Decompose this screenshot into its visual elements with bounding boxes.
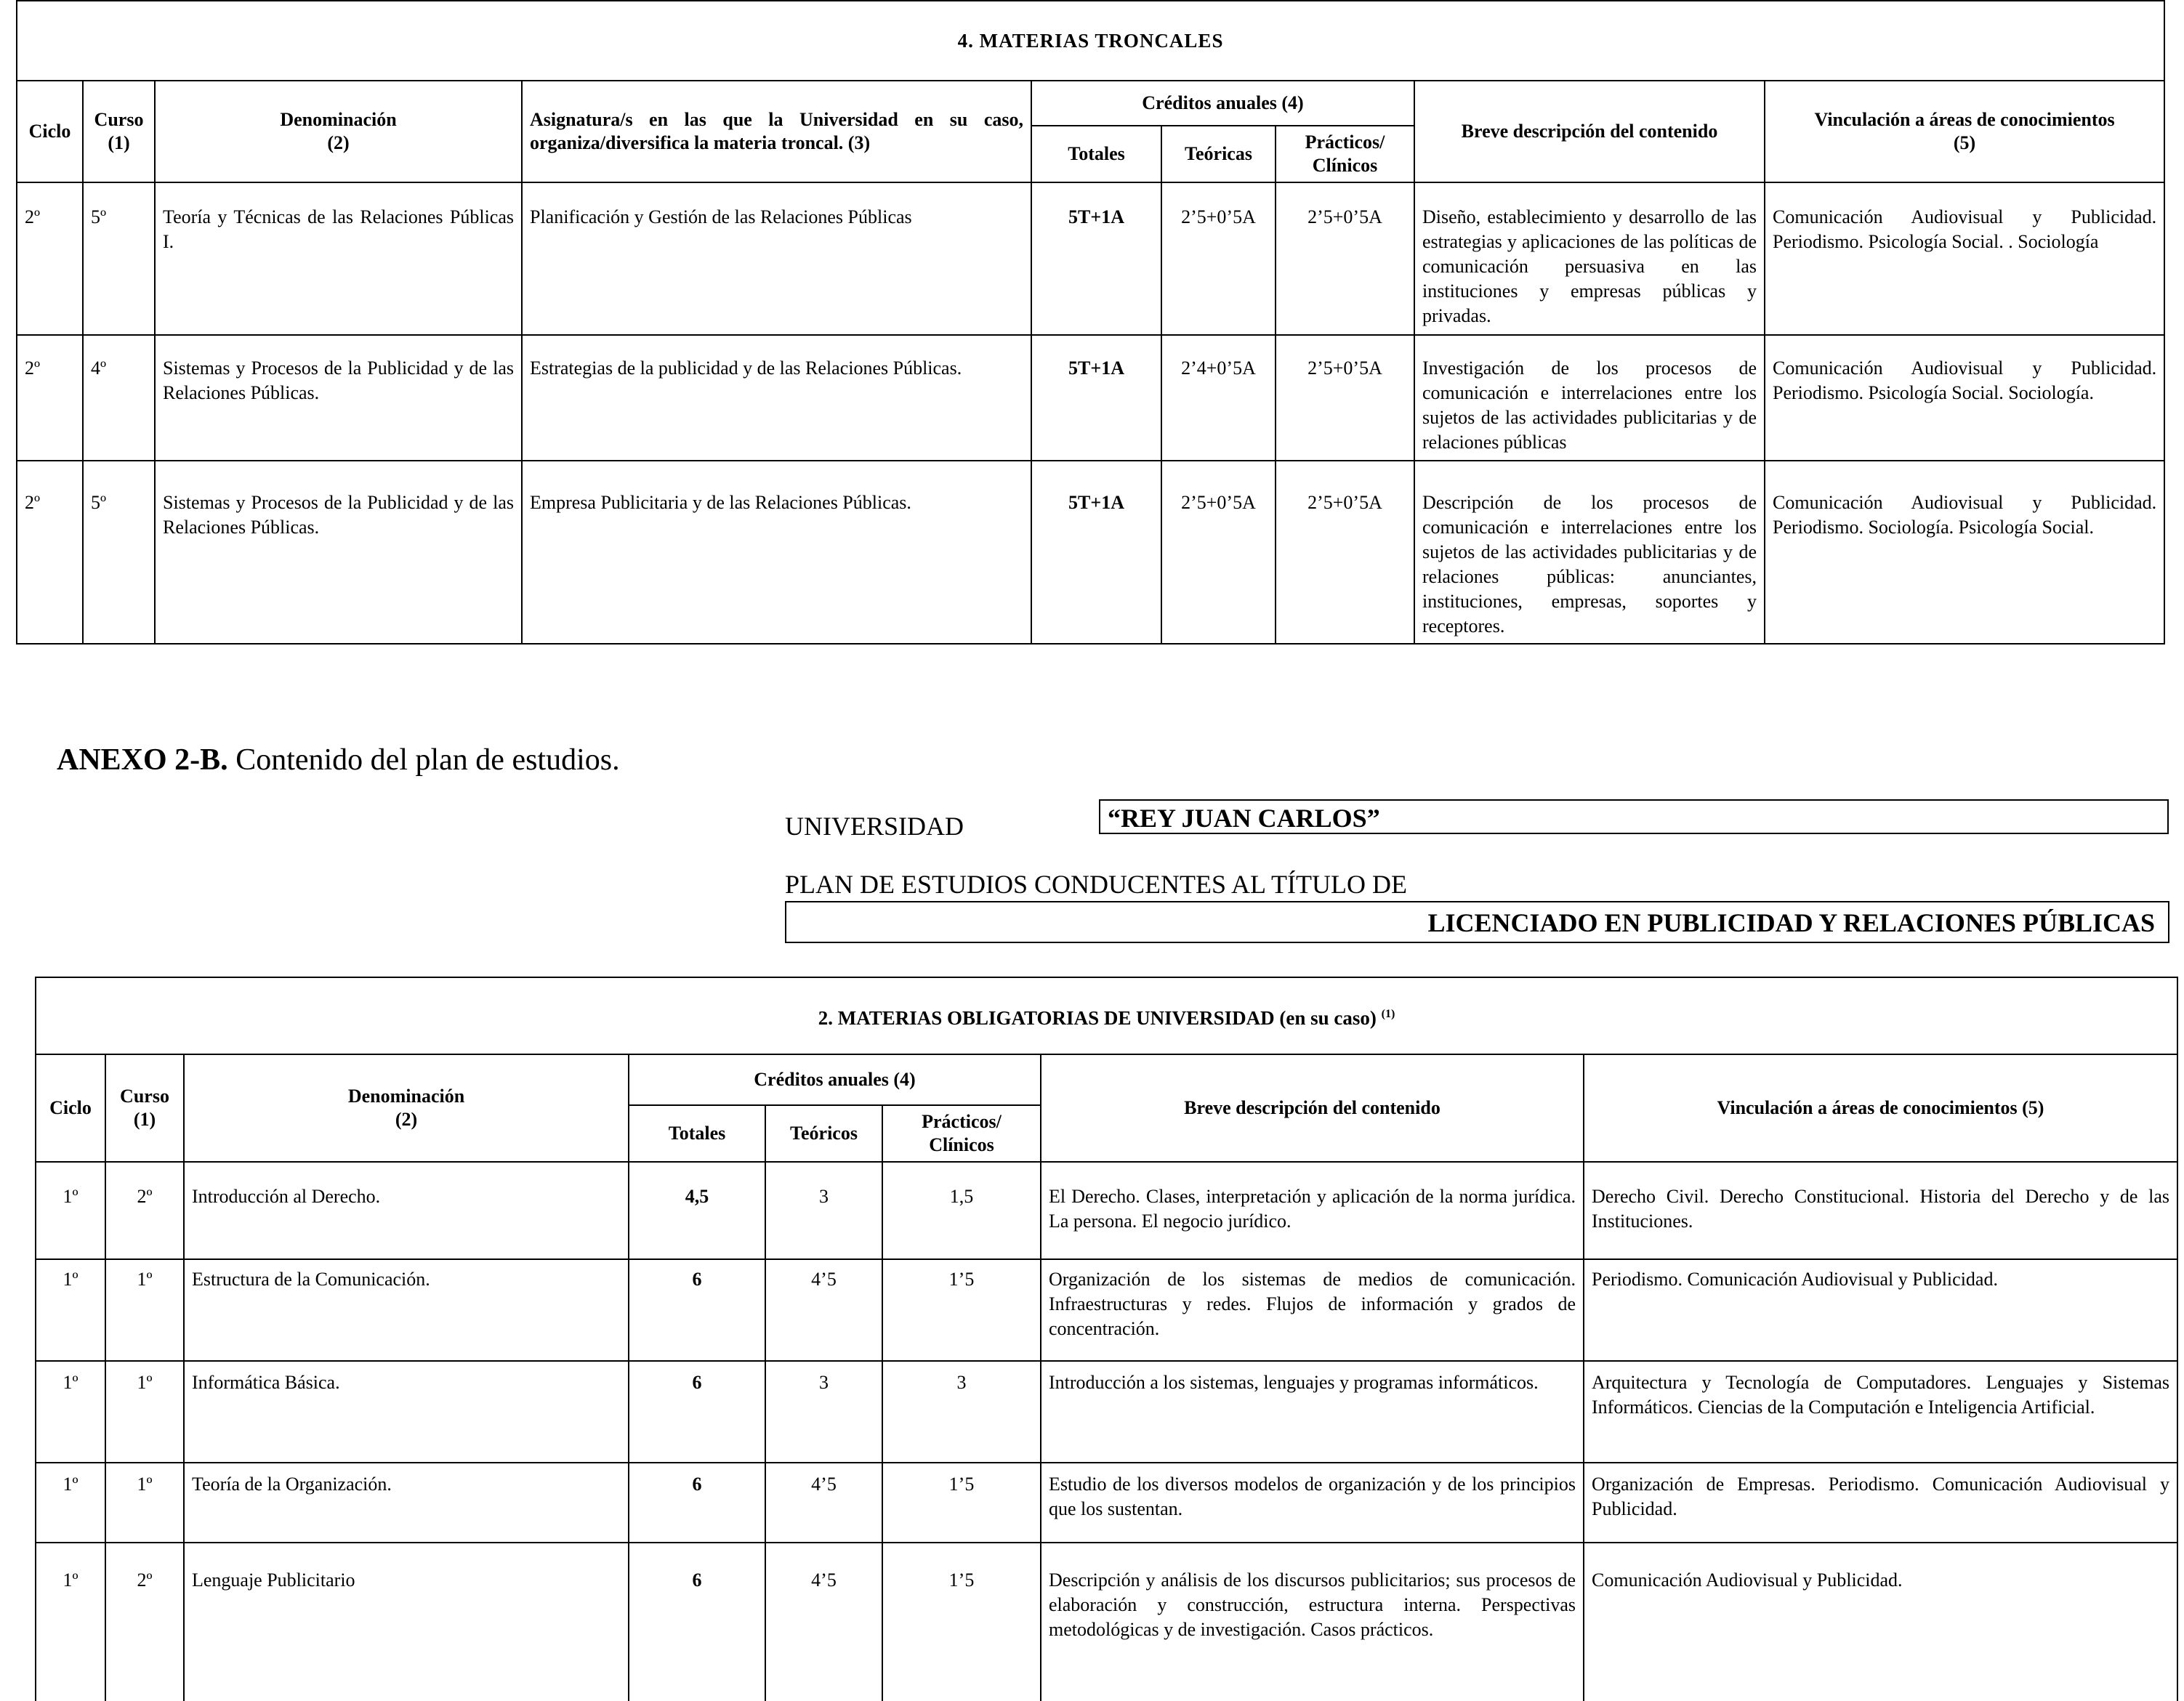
table-row — [36, 1259, 2177, 1361]
cell-practicos: 1’5 — [882, 1259, 1041, 1361]
cell-curso: 4º — [83, 335, 155, 461]
cell-curso: 5º — [83, 182, 155, 335]
cell-ciclo: 1º — [36, 1259, 105, 1361]
cell-descripcion: Organización de los sistemas de medios de comunicación. Infraestructuras y redes. Flujos de información y grados de concentración. — [1041, 1259, 1584, 1361]
cell-asignatura: Empresa Publicitaria y de las Relaciones Públicas. — [522, 461, 1031, 644]
table-row — [36, 1361, 2177, 1463]
table-row — [17, 182, 2164, 335]
cell-descripcion: Investigación de los procesos de comunicación e interrelaciones entre los sujetos de las actividades publicitarias y de relaciones públicas — [1414, 335, 1765, 461]
cell-ciclo: 1º — [36, 1361, 105, 1463]
table-row — [36, 1162, 2177, 1259]
cell-curso: 1º — [105, 1361, 184, 1463]
cell-teoricos: 4’5 — [765, 1543, 882, 1701]
cell-totales: 4,5 — [629, 1162, 765, 1259]
cell-teoricos: 4’5 — [765, 1463, 882, 1543]
cell-denominacion: Introducción al Derecho. — [184, 1162, 629, 1259]
cell-practicos: 2’5+0’5A — [1276, 461, 1414, 644]
table-row — [36, 1463, 2177, 1543]
obligatorias-title — [36, 977, 2177, 1054]
universidad-label: UNIVERSIDAD — [785, 812, 964, 841]
anexo-subtitle: Contenido del plan de estudios. — [227, 743, 620, 777]
troncales-title: 4. MATERIAS TRONCALES — [17, 1, 2164, 81]
cell-descripcion: Descripción y análisis de los discursos publicitarios; sus procesos de elaboración y construcción, estructura interna. Perspectivas metodológicas y de investigación. Casos prácticos. — [1041, 1543, 1584, 1701]
header-descripcion: Breve descripción del contenido — [1041, 1054, 1584, 1162]
header-asignaturas: Asignatura/s en las que la Universidad en su caso, organiza/diversifica la materia troncal. (3) — [522, 81, 1031, 182]
cell-asignatura: Planificación y Gestión de las Relaciones Públicas — [522, 182, 1031, 335]
header-totales: Totales — [629, 1105, 765, 1162]
cell-curso: 2º — [105, 1162, 184, 1259]
cell-ciclo: 2º — [17, 182, 83, 335]
cell-totales: 5T+1A — [1031, 461, 1161, 644]
cell-teoricas: 2’4+0’5A — [1161, 335, 1276, 461]
cell-totales: 5T+1A — [1031, 335, 1161, 461]
cell-totales: 6 — [629, 1361, 765, 1463]
cell-vinculacion: Comunicación Audiovisual y Publicidad. — [1584, 1543, 2177, 1701]
cell-denominacion: Teoría de la Organización. — [184, 1463, 629, 1543]
header-creditos: Créditos anuales (4) — [629, 1054, 1041, 1105]
universidad-value: “REY JUAN CARLOS” — [1099, 799, 2169, 834]
cell-descripcion: Estudio de los diversos modelos de organización y de los principios que los sustentan. — [1041, 1463, 1584, 1543]
cell-totales: 6 — [629, 1463, 765, 1543]
cell-totales: 6 — [629, 1259, 765, 1361]
header-denominacion: Denominación (2) — [155, 81, 522, 182]
header-creditos: Créditos anuales (4) — [1031, 81, 1414, 126]
plan-label: PLAN DE ESTUDIOS CONDUCENTES AL TÍTULO DE — [785, 870, 1407, 899]
header-ciclo: Ciclo — [36, 1054, 105, 1162]
cell-teoricos: 4’5 — [765, 1259, 882, 1361]
cell-vinculacion: Comunicación Audiovisual y Publicidad. Periodismo. Sociología. Psicología Social. — [1765, 461, 2164, 644]
anexo-label: ANEXO 2-B. — [57, 743, 228, 777]
header-totales: Totales — [1031, 126, 1161, 182]
header-denominacion: Denominación (2) — [184, 1054, 629, 1162]
cell-teoricos: 3 — [765, 1162, 882, 1259]
obligatorias-table — [35, 977, 2178, 1701]
table-row — [17, 461, 2164, 644]
cell-vinculacion: Periodismo. Comunicación Audiovisual y Publicidad. — [1584, 1259, 2177, 1361]
cell-totales: 5T+1A — [1031, 182, 1161, 335]
cell-totales: 6 — [629, 1543, 765, 1701]
troncales-table — [16, 0, 2165, 645]
header-descripcion: Breve descripción del contenido — [1414, 81, 1765, 182]
cell-curso: 2º — [105, 1543, 184, 1701]
anexo-heading — [57, 743, 620, 777]
cell-denominacion: Estructura de la Comunicación. — [184, 1259, 629, 1361]
header-teoricas: Teóricas — [1161, 126, 1276, 182]
cell-teoricas: 2’5+0’5A — [1161, 461, 1276, 644]
cell-vinculacion: Organización de Empresas. Periodismo. Comunicación Audiovisual y Publicidad. — [1584, 1463, 2177, 1543]
cell-vinculacion: Arquitectura y Tecnología de Computadores. Lenguajes y Sistemas Informáticos. Ciencias de la Computación e Inteligencia Artificial. — [1584, 1361, 2177, 1463]
cell-vinculacion: Comunicación Audiovisual y Publicidad. Periodismo. Psicología Social. . Sociología — [1765, 182, 2164, 335]
cell-practicos: 1,5 — [882, 1162, 1041, 1259]
cell-practicos: 3 — [882, 1361, 1041, 1463]
header-curso: Curso (1) — [83, 81, 155, 182]
header-vinculacion: Vinculación a áreas de conocimientos (5) — [1584, 1054, 2177, 1162]
cell-denominacion: Informática Básica. — [184, 1361, 629, 1463]
header-vinculacion: Vinculación a áreas de conocimientos (5) — [1765, 81, 2164, 182]
cell-curso: 5º — [83, 461, 155, 644]
cell-ciclo: 1º — [36, 1463, 105, 1543]
cell-practicos: 2’5+0’5A — [1276, 182, 1414, 335]
cell-ciclo: 2º — [17, 461, 83, 644]
cell-ciclo: 2º — [17, 335, 83, 461]
header-ciclo: Ciclo — [17, 81, 83, 182]
obligatorias-title-sup: (1) — [1381, 1007, 1395, 1020]
cell-practicos: 1’5 — [882, 1543, 1041, 1701]
cell-descripcion: Diseño, establecimiento y desarrollo de las estrategias y aplicaciones de las políticas de comunicación persuasiva en las instituciones y empresas públicas y privadas. — [1414, 182, 1765, 335]
cell-vinculacion: Comunicación Audiovisual y Publicidad. Periodismo. Psicología Social. Sociología. — [1765, 335, 2164, 461]
cell-curso: 1º — [105, 1259, 184, 1361]
cell-vinculacion: Derecho Civil. Derecho Constitucional. Historia del Derecho y de las Instituciones. — [1584, 1162, 2177, 1259]
header-practicos: Prácticos/ Clínicos — [882, 1105, 1041, 1162]
header-teoricos: Teóricos — [765, 1105, 882, 1162]
cell-ciclo: 1º — [36, 1162, 105, 1259]
table-row — [17, 335, 2164, 461]
titulo-value: LICENCIADO EN PUBLICIDAD Y RELACIONES PÚBLICAS — [785, 901, 2169, 943]
obligatorias-title-text: 2. MATERIAS OBLIGATORIAS DE UNIVERSIDAD (en su caso) — [818, 1006, 1377, 1029]
cell-curso: 1º — [105, 1463, 184, 1543]
table-row — [36, 1543, 2177, 1701]
cell-denominacion: Sistemas y Procesos de la Publicidad y de las Relaciones Públicas. — [155, 335, 522, 461]
header-practicos: Prácticos/ Clínicos — [1276, 126, 1414, 182]
header-curso: Curso (1) — [105, 1054, 184, 1162]
cell-teoricos: 3 — [765, 1361, 882, 1463]
cell-descripcion: El Derecho. Clases, interpretación y aplicación de la norma jurídica. La persona. El negocio jurídico. — [1041, 1162, 1584, 1259]
cell-denominacion: Lenguaje Publicitario — [184, 1543, 629, 1701]
cell-denominacion: Teoría y Técnicas de las Relaciones Públicas I. — [155, 182, 522, 335]
cell-ciclo: 1º — [36, 1543, 105, 1701]
cell-practicos: 2’5+0’5A — [1276, 335, 1414, 461]
cell-teoricas: 2’5+0’5A — [1161, 182, 1276, 335]
cell-descripcion: Descripción de los procesos de comunicación e interrelaciones entre los sujetos de las actividades publicitarias y de relaciones públicas: anunciantes, instituciones, empresas, soportes y receptores. — [1414, 461, 1765, 644]
cell-practicos: 1’5 — [882, 1463, 1041, 1543]
cell-asignatura: Estrategias de la publicidad y de las Relaciones Públicas. — [522, 335, 1031, 461]
cell-descripcion: Introducción a los sistemas, lenguajes y programas informáticos. — [1041, 1361, 1584, 1463]
cell-denominacion: Sistemas y Procesos de la Publicidad y de las Relaciones Públicas. — [155, 461, 522, 644]
